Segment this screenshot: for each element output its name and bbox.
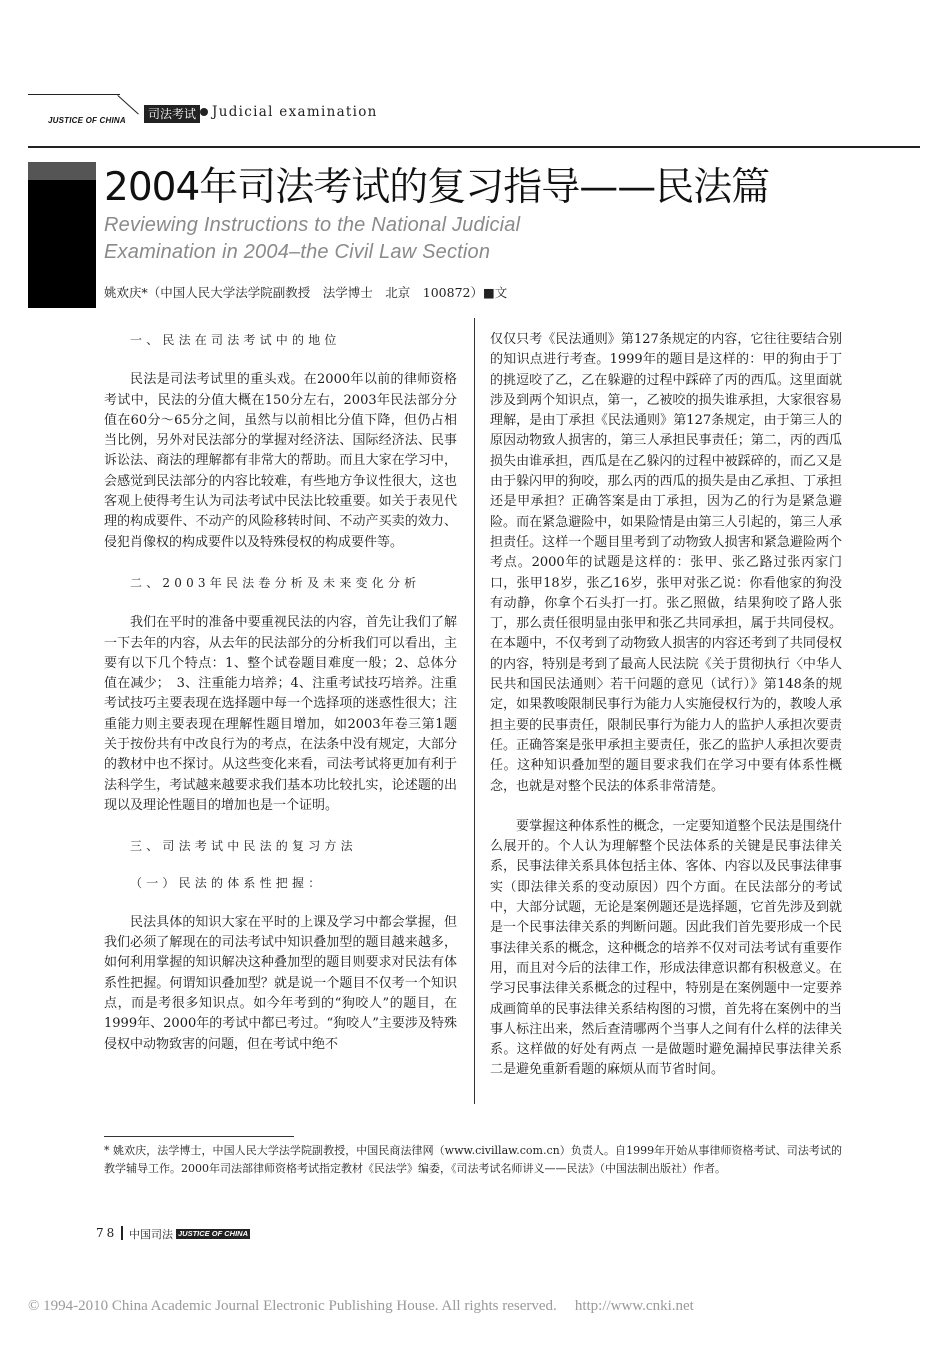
section-heading: 二、2003年民法卷分析及未来变化分析 <box>130 575 421 590</box>
section-heading: 三、司法考试中民法的复习方法 <box>130 839 357 854</box>
column-divider <box>474 318 475 1104</box>
right-column <box>490 330 842 1081</box>
header-rule-left <box>28 94 120 95</box>
footnote-rule <box>104 1136 294 1137</box>
header-column-name: Judicial examination <box>212 104 378 120</box>
title-grey-strip <box>28 162 96 180</box>
title-black-block <box>28 162 96 308</box>
footer-bar <box>121 1226 123 1240</box>
article-title-en-line2: Examination in 2004–the Civil Law Section <box>104 241 491 263</box>
left-column <box>104 330 457 1055</box>
copyright-text: © 1994-2010 China Academic Journal Electronic Publishing House. All rights reserved. <box>28 1298 557 1314</box>
page-number: 78 <box>96 1226 118 1240</box>
body-paragraph: 民法是司法考试里的重头戏。在2000年以前的律师资格考试中，民法的分值大概在150分左右，2003年民法部分分值在60分～65分之间，虽然与以前相比分值下降，但仍占相当比例，另外对民法部分的掌握对经济法、国际经济法、民事诉讼法、商法的理解都有非常大的帮助。而且大家在学习中，会感觉到民法部分的内容比较难，有些地方争议性很大，这也客观上使得考生认为司法考试中民法比较重要。如关于表见代理的构成要件、不动产的风险移转时间、不动产买卖的效力、侵犯肖像权的构成要件以及特殊侵权的构成要件等。 <box>104 372 457 550</box>
body-paragraph: 要掌握这种体系性的概念，一定要知道整个民法是围绕什么展开的。个人认为理解整个民法体系的关键是民事法律关系，民事法律关系具体包括主体、客体、内容以及民事法律事实（即法律关系的变动原因）四个方面。在民法部分的考试中，大部分试题，无论是案例题还是选择题，它首先涉及到就是一个民事法律关系的判断问题。因此我们首先要形成一个民事法律关系的概念，这种概念的培养不仅对司法考试有重要作用，而且对今后的法律工作，形成法律意识都有积极意义。在学习民事法律关系概念的过程中，特别是在案例题中一定要养成画简单的民事法律关系结构图的习惯，首先将在案例中的当事人标注出来，然后查清哪两个当事人之间有什么样的法律关系。这样做的好处有两点 一是做题时避免漏掉民事法律关系 二是避免重新看题的麻烦从而节省时间。 <box>490 818 842 1078</box>
footer-journal-name: 中国司法 <box>129 1228 173 1241</box>
article-title-en-line1: Reviewing Instructions to the National Judicial <box>104 214 521 236</box>
body-paragraph: 仅仅只考《民法通则》第127条规定的内容，它往往要结合别的知识点进行考查。1999年的题目是这样的：甲的狗由于丁的挑逗咬了乙，乙在躲避的过程中踩碎了丙的西瓜。这里面就涉及到两个知识点，第一，乙被咬的损失谁承担，大家很容易理解，是由丁承担《民法通则》第127条规定，由于第三人的原因动物致人损害的，第三人承担民事责任；第二，丙的西瓜损失由谁承担，西瓜是在乙躲闪的过程中被踩碎的，而乙又是由于躲闪甲的狗咬，那么丙的西瓜的损失是由乙承担、丁承担还是甲承担？正确答案是由丁承担，因为乙的行为是紧急避险。而在紧急避险中，如果险情是由第三人引起的，第三人承担责任。这样一个题目里考到了动物致人损害和紧急避险两个考点。2000年的试题是这样的：张甲、张乙路过张丙家门口，张甲18岁，张乙16岁，张甲对张乙说：你看他家的狗没有动静，你拿个石头打一打。张乙照做，结果狗咬了路人张丁，那么责任很明显由张甲和张乙共同承担，属于共同侵权。在本题中，不仅考到了动物致人损害的内容还考到了共同侵权的内容，特别是考到了最高人民法院《关于贯彻执行〈中华人民共和国民法通则〉若干问题的意见（试行）》第148条的规定，如果教唆限制民事行为能力人实施侵权行为的，教唆人承担主要的民事责任，限制民事行为能力人的监护人承担次要责任。正确答案是张甲承担主要责任，张乙的监护人承担次要责任。这种知识叠加型的题目要求我们在学习中要有体系性概念，也就是对整个民法的体系非常清楚。 <box>490 332 842 794</box>
copyright-watermark <box>28 1298 694 1315</box>
body-paragraph: 我们在平时的准备中要重视民法的内容，首先让我们了解一下去年的内容，从去年的民法部分的分析我们可以看出，主要有以下几个特点：1、整个试卷题目难度一般；2、总体分值在减少； 3、注重能力培养；4、注重考试技巧培养。注重考试技巧主要表现在选择题中每一个选择项的迷惑性很大；注重能力则主要表现在理解性题目增加，如2003年卷三第1题关于按份共有中改良行为的考点，在法条中没有规定，大部分的教材中也不探讨。从这些变化来看，司法考试将更加有利于法科学生，考试越来越要求我们基本功比较扎实，论述题的出现以及理论性题目的增加也是一个证明。 <box>104 615 457 813</box>
author-footnote: * 姚欢庆，法学博士，中国人民大学法学院副教授，中国民商法律网（www.civillaw.com.cn）负责人。自1999年开始从事律师资格考试、司法考试的教学辅导工作。2000年司法部律师资格考试指定教材《民法学》编委，《司法考试名师讲义——民法》（中国法制出版社）作者。 <box>104 1144 842 1175</box>
header-rule-slant <box>117 95 138 114</box>
subsection-heading: （一）民法的体系性把握： <box>130 875 325 890</box>
body-paragraph: 民法具体的知识大家在平时的上课及学习中都会掌握，但我们必须了解现在的司法考试中知识叠加型的题目越来越多，如何利用掌握的知识解决这种叠加型的题目则要求对民法有体系性把握。何谓知识叠加型？就是说一个题目不仅考一个知识点，而是考很多知识点。如今年考到的“狗咬人”的题目，在1999年、2000年的考试中都已考过。“狗咬人”主要涉及特殊侵权中动物致害的问题，但在考试中绝不 <box>104 914 457 1052</box>
bullet-dot-icon <box>200 108 208 116</box>
header-divider <box>28 146 920 148</box>
footer-journal-badge: JUSTICE OF CHINA <box>178 1229 249 1238</box>
article-title: 2004年司法考试的复习指导——民法篇 <box>104 165 770 210</box>
header-column-badge: 司法考试 <box>144 105 200 123</box>
section-heading: 一、民法在司法考试中的地位 <box>130 333 341 347</box>
header-journal-name: JUSTICE OF CHINA <box>48 116 126 125</box>
author-byline: 姚欢庆*（中国人民大学法学院副教授 法学博士 北京 100872）■文 <box>104 285 508 300</box>
copyright-url: http://www.cnki.net <box>574 1298 694 1314</box>
